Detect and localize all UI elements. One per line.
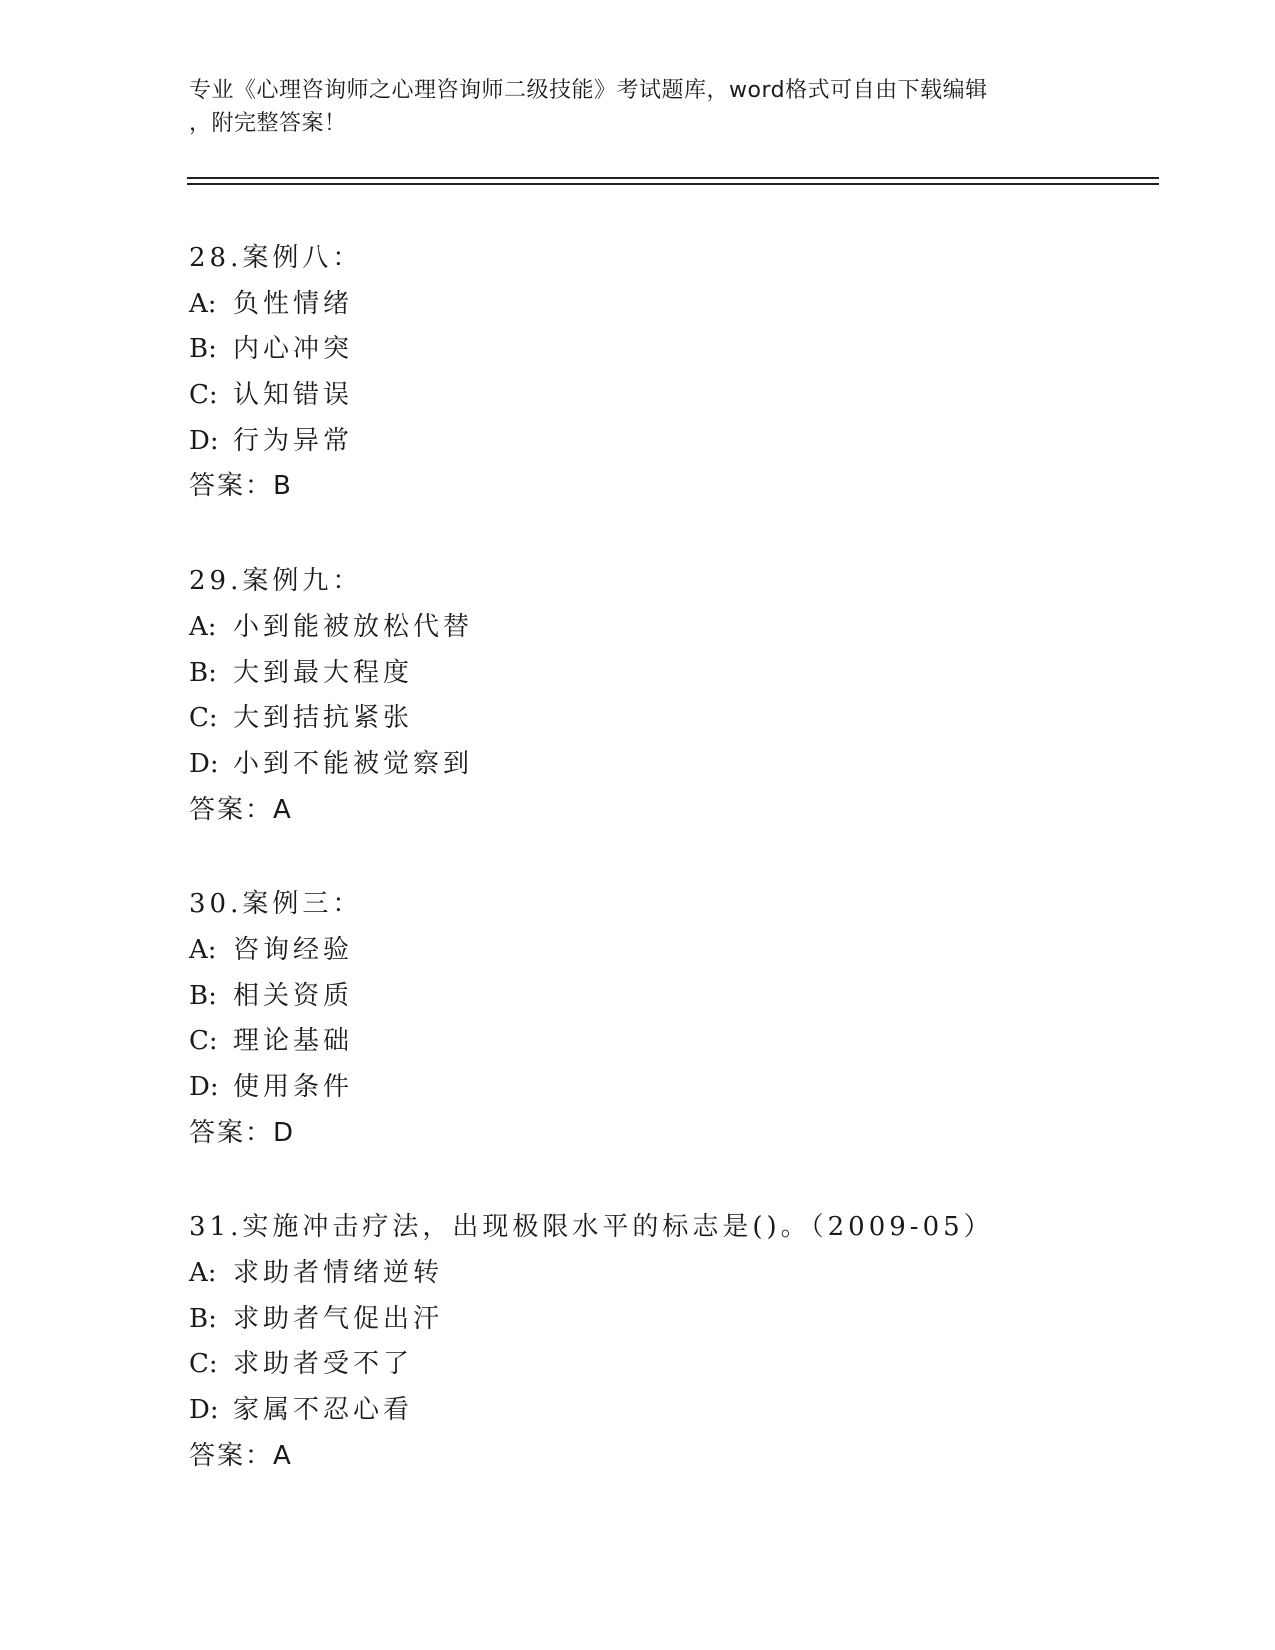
question-item <box>189 1205 1149 1479</box>
option-letter: A: <box>189 288 217 319</box>
question-item <box>189 882 1149 1156</box>
option-c <box>189 1019 1149 1065</box>
option-letter: D: <box>189 748 219 779</box>
header-title-line-1: 专业《心理咨询师之心理咨询师二级技能》考试题库，word格式可自由下载编辑 <box>189 78 988 103</box>
option-a <box>189 282 1149 328</box>
option-letter: D: <box>189 425 219 456</box>
option-d <box>189 419 1149 465</box>
option-b <box>189 1297 1149 1343</box>
option-a <box>189 1251 1149 1297</box>
option-letter: D: <box>189 1395 219 1426</box>
option-c <box>189 696 1149 742</box>
option-text: 大到最大程度 <box>233 657 414 688</box>
option-letter: B: <box>189 980 217 1011</box>
option-letter: C: <box>189 1026 218 1057</box>
option-letter: A: <box>189 934 217 965</box>
answer-line: 答案：A <box>189 1440 293 1471</box>
option-a <box>189 605 1149 651</box>
option-letter: B: <box>189 334 217 365</box>
answer-line: 答案：A <box>189 794 293 825</box>
question-item <box>189 236 1149 510</box>
option-a <box>189 928 1149 974</box>
answer-line: 答案：B <box>189 471 293 502</box>
option-text: 咨询经验 <box>233 934 354 965</box>
option-text: 求助者气促出汗 <box>233 1303 444 1334</box>
option-letter: C: <box>189 380 218 411</box>
question-list <box>189 236 1149 1529</box>
header-divider-bottom <box>187 183 1159 185</box>
option-letter: A: <box>189 1258 217 1289</box>
question-stem: 29.案例九： <box>189 566 363 597</box>
option-b <box>189 651 1149 697</box>
option-text: 使用条件 <box>233 1072 354 1102</box>
option-b <box>189 974 1149 1020</box>
option-text: 理论基础 <box>233 1026 354 1057</box>
option-text: 认知错误 <box>233 380 354 411</box>
option-letter: D: <box>189 1072 219 1102</box>
option-letter: A: <box>189 611 217 642</box>
option-b <box>189 327 1149 373</box>
option-d <box>189 1065 1149 1111</box>
question-stem: 30.案例三： <box>189 889 363 920</box>
option-text: 大到拮抗紧张 <box>233 703 414 734</box>
header-title-line-2: ，附完整答案！ <box>189 111 347 136</box>
option-c <box>189 373 1149 419</box>
option-text: 负性情绪 <box>233 288 354 319</box>
option-c <box>189 1342 1149 1388</box>
option-text: 行为异常 <box>233 425 354 456</box>
option-text: 求助者情绪逆转 <box>233 1258 444 1289</box>
option-text: 内心冲突 <box>233 334 354 365</box>
option-text: 家属不忍心看 <box>233 1395 414 1426</box>
option-d <box>189 1388 1149 1434</box>
option-letter: C: <box>189 703 218 734</box>
question-stem: 28.案例八： <box>189 243 363 273</box>
option-text: 小到能被放松代替 <box>233 611 474 642</box>
option-text: 求助者受不了 <box>233 1349 414 1380</box>
option-letter: B: <box>189 657 217 688</box>
question-item <box>189 559 1149 833</box>
document-header <box>189 74 1089 140</box>
option-text: 小到不能被觉察到 <box>233 748 474 779</box>
question-stem: 31.实施冲击疗法，出现极限水平的标志是()。（2009-05） <box>189 1212 994 1243</box>
option-letter: C: <box>189 1349 218 1380</box>
option-letter: B: <box>189 1303 217 1334</box>
header-divider-top <box>187 177 1159 179</box>
answer-line: 答案：D <box>189 1117 296 1148</box>
option-d <box>189 742 1149 788</box>
option-text: 相关资质 <box>233 980 354 1011</box>
